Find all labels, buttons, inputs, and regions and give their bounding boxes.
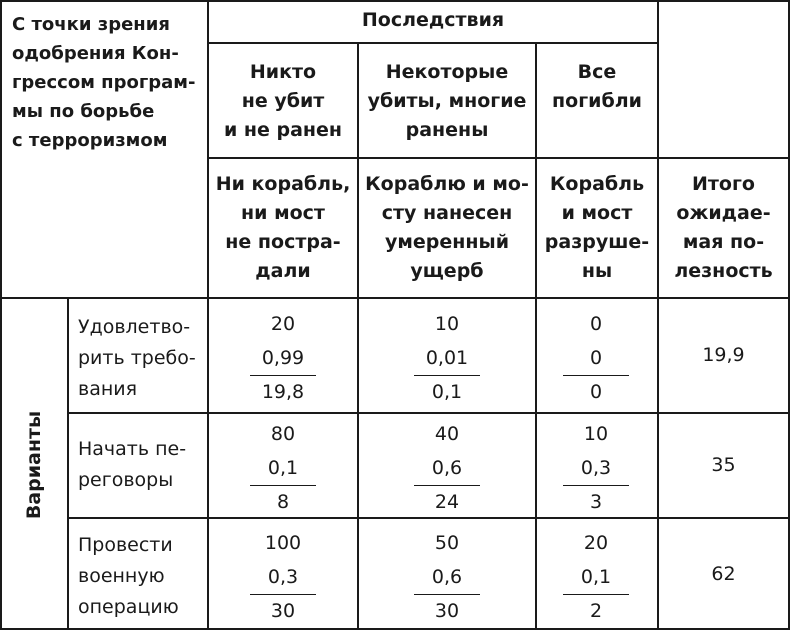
product: 0,1 [431,381,463,403]
probability: 0 [541,341,651,375]
fraction-bar [563,485,629,487]
product: 2 [589,600,603,622]
row-label-military-operation: Провести военную операцию [78,534,179,618]
fraction-bar [414,375,480,377]
product: 8 [276,491,290,513]
consequences-header: Последствия [361,9,505,31]
table-border-top [0,0,790,2]
options-label-cell [0,300,68,630]
fraction-bar [250,375,316,377]
product: 3 [589,491,603,513]
cell-military-all-dead [541,526,651,628]
product: 0 [589,381,603,403]
value: 10 [583,423,609,445]
value: 100 [264,532,302,554]
cell-accept-some-killed [392,307,502,409]
damage-header-moderate: Кораблю и мо- сту нанесен умеренный ущерб [365,173,529,282]
cell-negotiate-all-dead [541,417,651,519]
probability: 0,3 [541,451,651,485]
total-military-operation: 62 [711,563,736,585]
outcome-header-some-killed: Некоторые убиты, многие ранены [367,61,527,141]
rule-row-1 [68,412,790,414]
probability: 0,1 [228,451,338,485]
cell-accept-none-hurt [228,307,338,409]
row-label-accept-demands: Удовлетво- рить требо- вания [78,316,196,400]
value: 80 [270,423,296,445]
outcome-header-all-dead: Все погибли [552,61,642,112]
value: 10 [434,313,460,335]
product: 30 [270,600,296,622]
value: 20 [270,313,296,335]
product: 24 [434,491,460,513]
damage-header-destroyed: Корабль и мост разруше- ны [544,173,650,282]
cell-negotiate-some-killed [392,417,502,519]
value: 20 [583,532,609,554]
probability: 0,3 [228,560,338,594]
probability: 0,1 [541,560,651,594]
probability: 0,6 [392,560,502,594]
cell-accept-all-dead [541,307,651,409]
utility-header: Итого ожидае- мая по- лезность [674,173,773,282]
value: 50 [434,532,460,554]
rule-under-consequences [208,42,658,44]
cell-negotiate-none-hurt [228,417,338,519]
fraction-bar [563,375,629,377]
rule-under-header [0,297,790,299]
probability: 0,99 [228,341,338,375]
fraction-bar [414,485,480,487]
value: 40 [434,423,460,445]
rule-under-outcomes [208,157,790,159]
outcome-header-none-hurt: Никто не убит и не ранен [223,61,343,141]
total-negotiate: 35 [711,454,736,476]
product: 19,8 [261,381,305,403]
fraction-bar [250,594,316,596]
options-label: Варианты [23,410,45,520]
fraction-bar [414,594,480,596]
cell-military-none-hurt [228,526,338,628]
probability: 0,01 [392,341,502,375]
row-label-negotiate: Начать пе- реговоры [78,438,187,491]
damage-header-none: Ни корабль, ни мост не постра- дали [215,173,351,282]
corner-header: С точки зрения одобрения Кон- грессом програм- мы по борьбе с терроризмом [12,14,196,151]
probability: 0,6 [392,451,502,485]
fraction-bar [250,485,316,487]
fraction-bar [563,594,629,596]
cell-military-some-killed [392,526,502,628]
total-accept-demands: 19,9 [702,344,745,366]
product: 30 [434,600,460,622]
value: 0 [589,313,603,335]
